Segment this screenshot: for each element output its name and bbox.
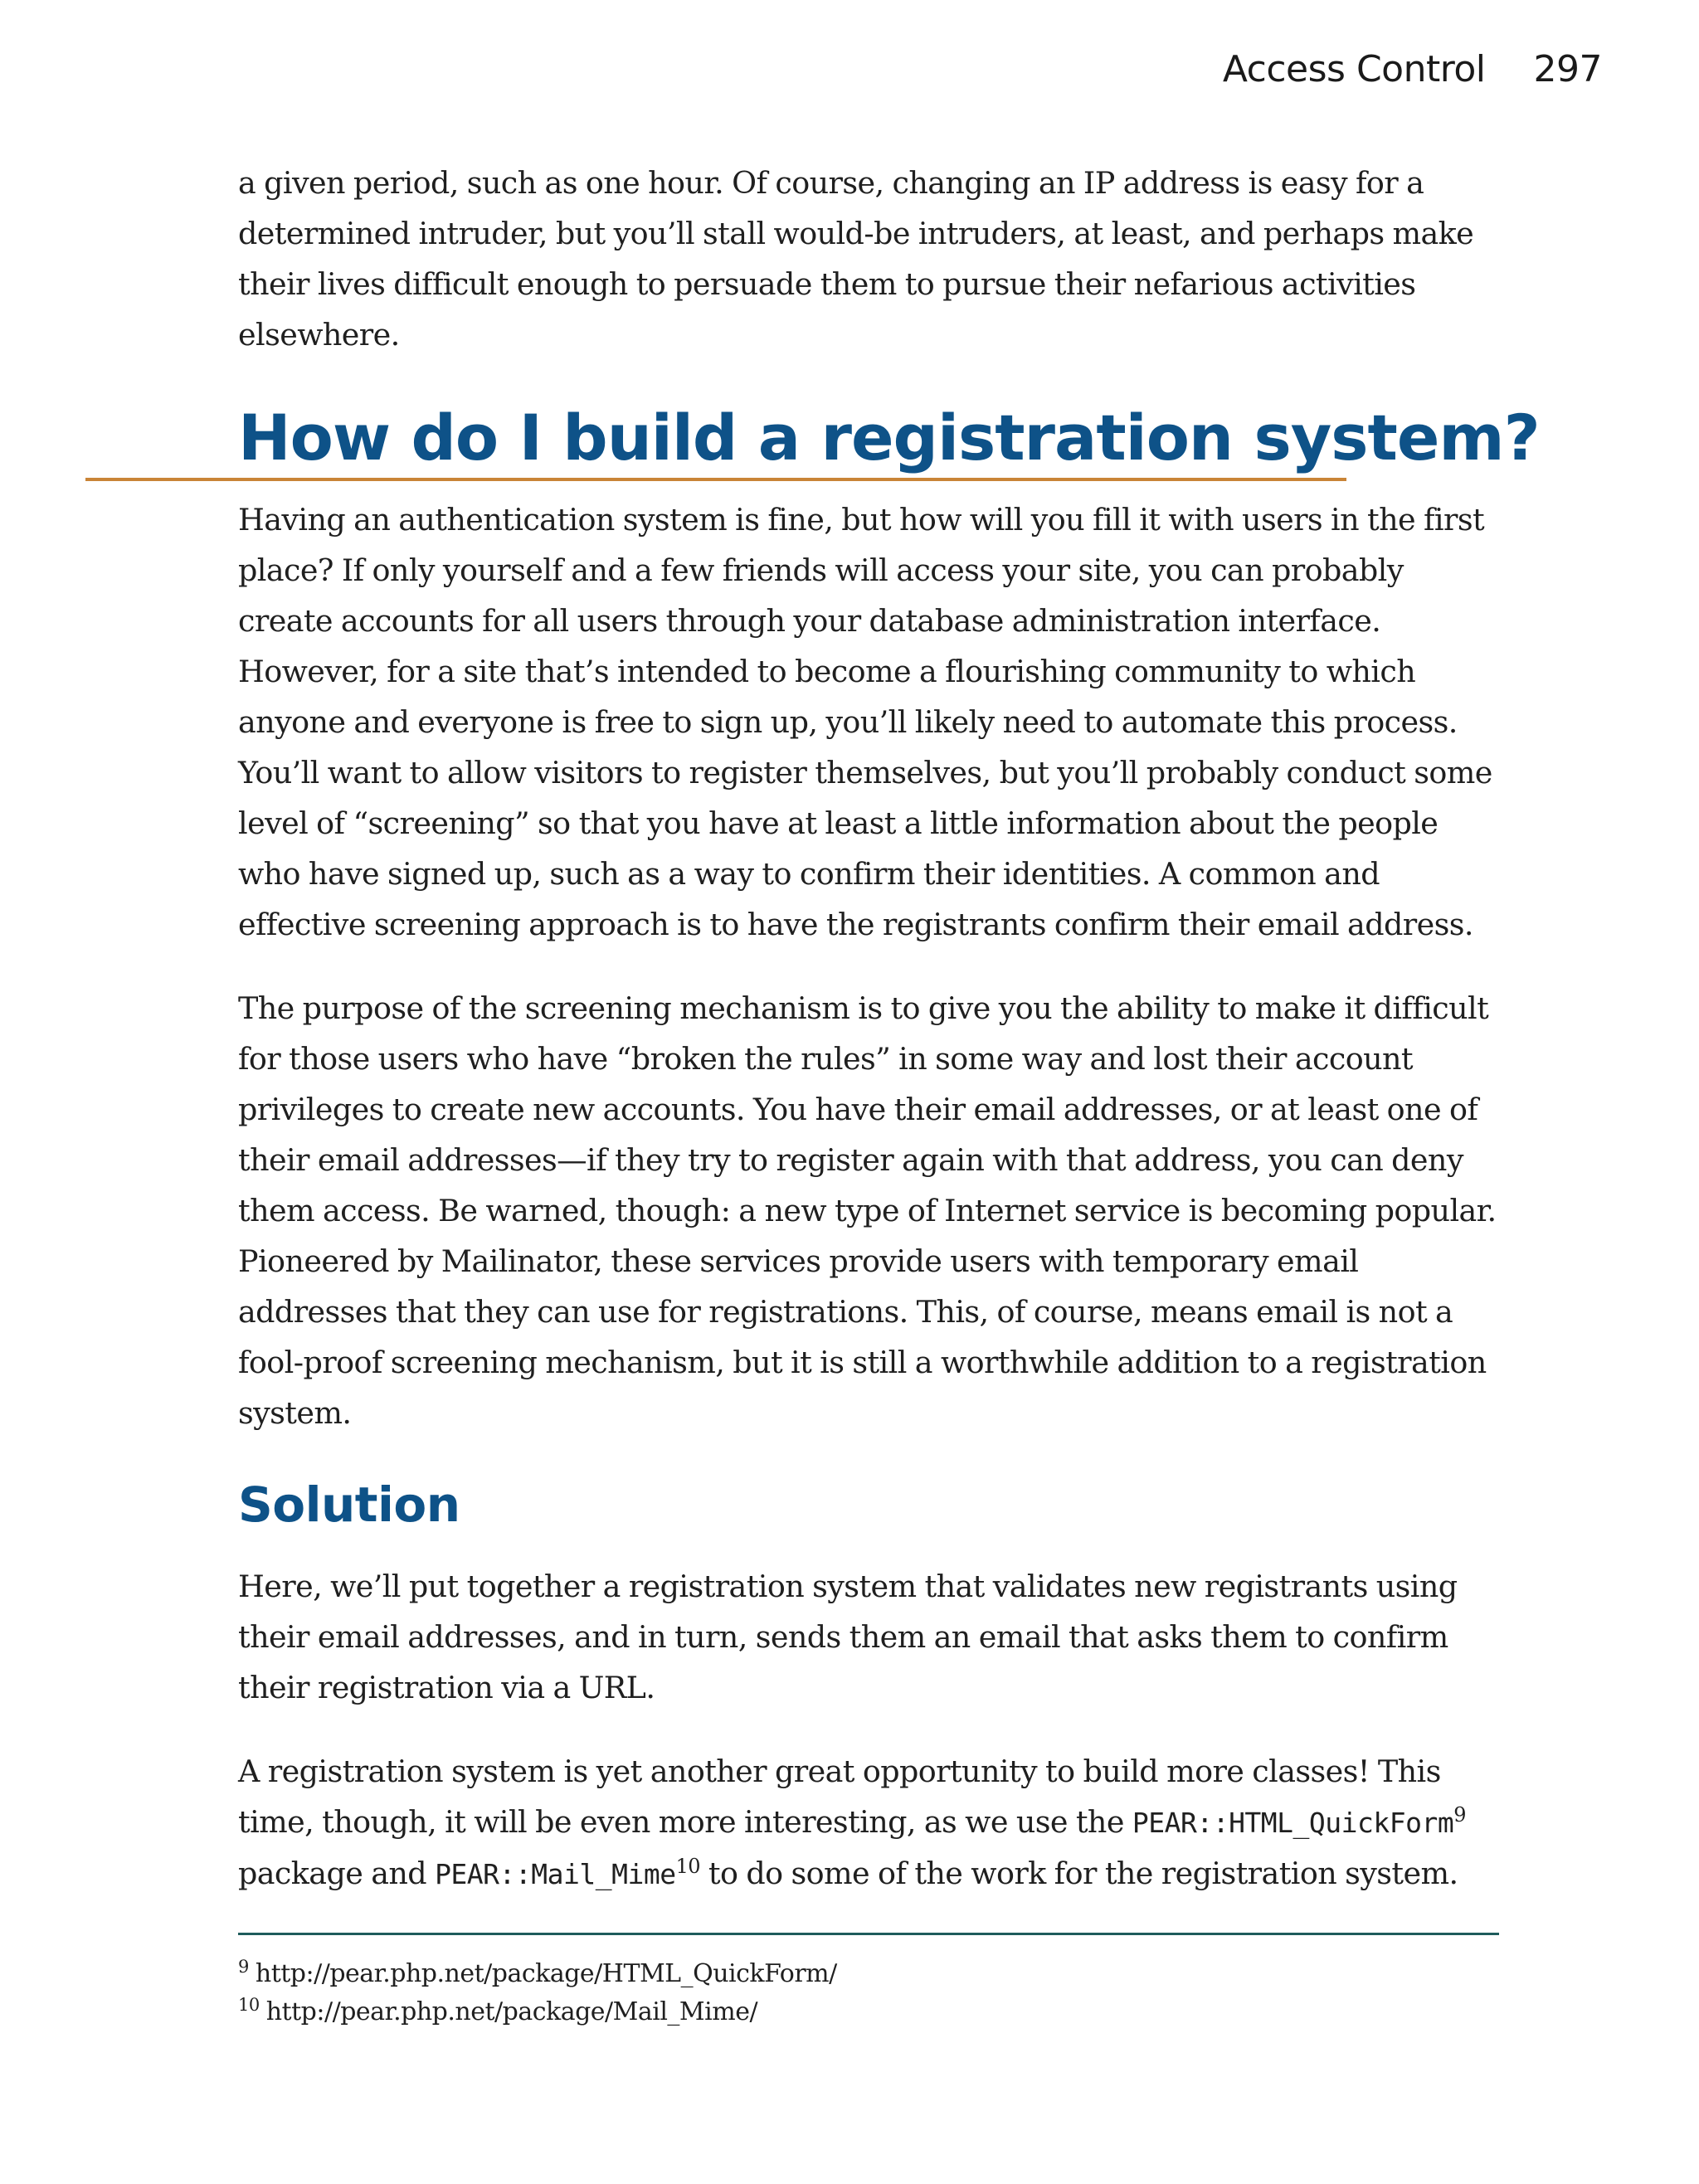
subsection-heading: Solution <box>238 1476 460 1533</box>
code-html-quickform: PEAR::HTML_QuickForm <box>1132 1807 1454 1839</box>
paragraph-4-text-3: to do some of the work for the registration system. <box>699 1856 1458 1891</box>
footnote-9 <box>238 1955 1499 1993</box>
paragraph-4-text-2: package and <box>238 1856 436 1891</box>
paragraph-intro: a given period, such as one hour. Of course, changing an IP address is easy for a determined intruder, but you’ll stall would-be intruders, at least, and perhaps make their lives difficult enough to persuade them to pursue their nefarious activities elsewhere. <box>238 165 1474 353</box>
footnote-divider <box>238 1933 1499 1935</box>
footnote-10 <box>238 1993 1499 2031</box>
footnote-ref-9[interactable]: 9 <box>1453 1802 1466 1826</box>
section-title: Access Control <box>1222 48 1486 90</box>
footnote-link[interactable]: http://pear.php.net/package/HTML_QuickForm/ <box>255 1959 837 1988</box>
footnote-ref-10[interactable]: 10 <box>675 1854 700 1878</box>
paragraph-4 <box>238 1746 1499 1899</box>
heading-rule <box>85 478 1346 481</box>
footnote-number: 9 <box>238 1957 249 1977</box>
page-number: 297 <box>1533 48 1602 90</box>
paragraph-2: The purpose of the screening mechanism is to give you the ability to make it difficult for those users who have “broken the rules” in some way and lost their account privileges to create new accounts. You have their email addresses, or at least one of their email addresses—if they try to register again with that address, you can deny them access. Be warned, though: a new type of Internet service is becoming popular. Pioneered by Mailinator, these services provide users with temporary email addresses that they can use for registrations. This, of course, means email is not a fool-proof screening mechanism, but it is still a worthwhile addition to a registration system. <box>238 990 1497 1431</box>
page-body <box>238 158 1540 2031</box>
paragraph-1: Having an authentication system is fine, but how will you fill it with users in the first place? If only yourself and a few friends will access your site, you can probably create accounts for all users through your database administration interface. However, for a site that’s intended to become a flourishing community to which anyone and everyone is free to sign up, you’ll likely need to automate this process. You’ll want to allow visitors to register themselves, but you’ll probably conduct some level of “screening” so that you have at least a little information about the people who have signed up, such as a way to confirm their identities. A common and effective screening approach is to have the registrants confirm their email address. <box>238 502 1492 942</box>
paragraph-4-text-1: A registration system is yet another great opportunity to build more classes! This time, though, it will be even more interesting, as we use the <box>238 1754 1441 1840</box>
code-mail-mime: PEAR::Mail_Mime <box>435 1858 676 1890</box>
running-header <box>1223 48 1602 90</box>
paragraph-3: Here, we’ll put together a registration system that validates new registrants using their email addresses, and in turn, sends them an email that asks them to confirm their registration via a URL. <box>238 1569 1458 1705</box>
heading-block <box>238 393 1540 478</box>
section-heading: How do I build a registration system? <box>238 401 1540 474</box>
footnote-number: 10 <box>238 1995 260 2015</box>
footnote-link[interactable]: http://pear.php.net/package/Mail_Mime/ <box>265 1997 758 2026</box>
